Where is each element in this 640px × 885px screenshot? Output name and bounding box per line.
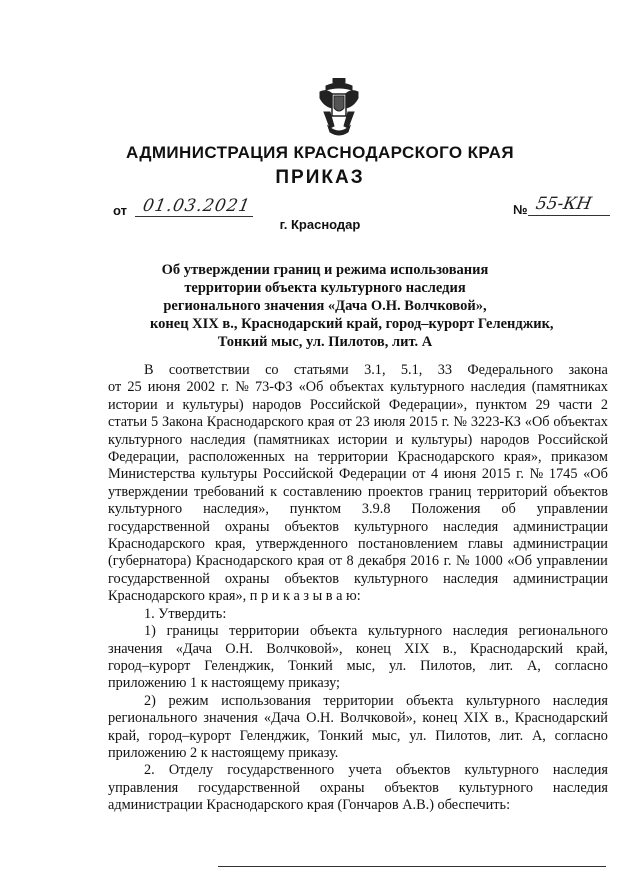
- coat-of-arms-emblem: [318, 78, 360, 136]
- body-line: [108, 397, 608, 414]
- word: края,: [215, 536, 246, 553]
- word: культурного: [458, 779, 533, 796]
- word: 1000: [474, 553, 503, 570]
- word: значения: [203, 710, 258, 727]
- document-type: ПРИКАЗ: [275, 167, 365, 188]
- word: 5: [151, 414, 159, 431]
- word: объекта: [309, 623, 358, 640]
- word: регионального: [108, 710, 198, 727]
- word: Краснодарский: [469, 640, 564, 657]
- word: об: [501, 501, 516, 518]
- word: управления: [108, 779, 179, 796]
- word: пунктом: [475, 396, 527, 413]
- word: Геленджик,: [204, 657, 275, 674]
- word: Пилотов,: [435, 727, 491, 744]
- word: 4: [430, 466, 439, 483]
- word: к: [270, 483, 278, 500]
- word: территории: [229, 623, 300, 640]
- word: края»,: [503, 449, 542, 466]
- word: Российской: [262, 466, 334, 483]
- word: значения: [108, 640, 163, 657]
- body-line: [108, 658, 608, 675]
- word: культурного: [367, 623, 443, 640]
- body-line: [108, 414, 608, 431]
- word: государственной: [198, 779, 300, 796]
- word: А,: [531, 727, 546, 744]
- word: №: [529, 466, 544, 483]
- date-field: [135, 196, 253, 217]
- word: город–курорт: [108, 657, 191, 674]
- document-title: [150, 261, 554, 351]
- word: управлении: [536, 553, 608, 570]
- body-line: приложению 2 к настоящему приказу.: [108, 744, 339, 761]
- body-line: [108, 553, 608, 570]
- word: территорий: [477, 483, 548, 500]
- word: г.: [516, 466, 524, 483]
- word: объектов: [384, 779, 439, 796]
- word: №: [455, 553, 470, 570]
- word: пунктом: [289, 501, 341, 518]
- body-line: [108, 449, 608, 466]
- body-line: [108, 432, 608, 449]
- word: Пилотов,: [420, 657, 476, 674]
- word: государственной: [108, 518, 210, 535]
- word: объектов: [553, 483, 608, 500]
- word: главы: [467, 536, 503, 553]
- word: государственной: [108, 570, 210, 587]
- number-label: №: [513, 202, 528, 217]
- word: 1745: [548, 466, 578, 483]
- body-line: Краснодарского края», п р и к а з ы в а ю:: [108, 588, 361, 605]
- word: 2002: [186, 379, 216, 396]
- word: народов: [252, 396, 302, 413]
- body-line: [108, 623, 608, 640]
- title-line: Тонкий мыс, ул. Пилотов, лит. А: [217, 334, 433, 350]
- body-line: [108, 571, 608, 588]
- title-line: регионального значения «Дача О.Н. Волчковой»,: [163, 298, 487, 314]
- word: край,: [576, 640, 608, 657]
- word: Тонкий: [318, 727, 364, 744]
- word: объектов: [284, 570, 340, 587]
- word: наследия: [552, 779, 608, 796]
- word: администрации: [513, 536, 608, 553]
- word: согласно: [554, 727, 608, 744]
- word: культурного: [390, 379, 465, 396]
- word: на: [294, 449, 309, 466]
- footer-rule: [218, 866, 606, 867]
- word: приказом: [550, 449, 608, 466]
- word: в.,: [494, 710, 509, 727]
- word: от: [338, 414, 352, 431]
- word: постановлением: [358, 536, 458, 553]
- word: лит.: [499, 727, 524, 744]
- word: 2015: [481, 466, 511, 483]
- word: администрации: [513, 570, 608, 587]
- document-body: [108, 362, 608, 815]
- body-line: [108, 484, 608, 501]
- word: ул.: [389, 657, 407, 674]
- word: Федерального: [467, 362, 554, 378]
- body-line: [108, 693, 608, 710]
- word: ул.: [409, 727, 427, 744]
- word: Закона: [162, 414, 203, 431]
- word: и: [166, 396, 174, 413]
- word: Российской: [537, 431, 608, 448]
- word: культурного: [353, 570, 429, 587]
- word: В: [144, 362, 154, 378]
- word: учета: [348, 762, 382, 779]
- date-handwritten: 01.03.2021: [141, 196, 253, 216]
- word: Российской: [309, 396, 381, 413]
- word: «Об: [507, 553, 533, 570]
- word: Федерации: [338, 466, 407, 483]
- word: народов: [480, 431, 530, 448]
- body-line: [108, 501, 608, 518]
- word: охраны: [224, 518, 270, 535]
- word: «Дача: [175, 640, 212, 657]
- word: границы: [166, 623, 219, 640]
- word: г.: [221, 379, 230, 396]
- word: объекта: [406, 692, 454, 709]
- word: истории: [108, 396, 158, 413]
- word: 3.1,: [364, 362, 386, 378]
- word: в.,: [442, 640, 457, 657]
- word: июня: [147, 379, 181, 396]
- word: наследия: [190, 431, 246, 448]
- word: Геленджик,: [239, 727, 310, 744]
- word: 2016: [410, 553, 440, 570]
- word: 2015: [409, 414, 438, 431]
- word: культурного: [464, 762, 539, 779]
- body-line: 1. Утвердить:: [144, 605, 227, 622]
- word: границ: [429, 483, 472, 500]
- word: культурного: [466, 692, 541, 709]
- word: 2: [600, 396, 608, 413]
- body-line: [108, 362, 608, 379]
- title-line: конец XIX в., Краснодарский край, город–курорт Геленджик,: [150, 316, 554, 332]
- word: 2.: [144, 762, 155, 779]
- body-line: [108, 379, 608, 396]
- word: и: [395, 431, 404, 448]
- word: от: [412, 466, 426, 483]
- word: культурного: [108, 501, 183, 518]
- word: (губернатора): [108, 553, 192, 570]
- word: Положения: [411, 501, 481, 518]
- word: край,: [108, 727, 140, 744]
- word: 1): [144, 623, 156, 640]
- word: утвержденного: [255, 536, 348, 553]
- body-line: администрации Краснодарского края (Гончаров А.В.) обеспечить:: [108, 797, 511, 814]
- word: 5.1,: [400, 362, 423, 378]
- word: культуры: [200, 466, 258, 483]
- word: утверждении: [108, 483, 189, 500]
- word: части: [558, 396, 593, 413]
- title-line: Об утверждении границ и режима использования: [161, 262, 489, 278]
- word: город–курорт: [148, 727, 231, 744]
- word: края: [297, 553, 325, 570]
- word: «Об: [298, 379, 324, 396]
- word: Краснодарского: [108, 536, 205, 553]
- word: (памятниках: [253, 431, 330, 448]
- word: Волчковой»,: [266, 640, 343, 657]
- body-line: приложению 1 к настоящему приказу;: [108, 675, 340, 692]
- word: «Об: [583, 466, 608, 483]
- date-label: от: [113, 203, 127, 218]
- word: Краснодарского: [397, 449, 495, 466]
- organization-name: АДМИНИСТРАЦИЯ КРАСНОДАРСКОГО КРАЯ: [126, 143, 514, 162]
- word: составлению: [282, 483, 362, 500]
- word: г.: [441, 414, 450, 431]
- word: регионального: [518, 623, 608, 640]
- word: декабря: [358, 553, 406, 570]
- word: (памятниках: [531, 379, 608, 396]
- word: 25: [127, 379, 142, 396]
- body-line: [108, 710, 608, 727]
- word: А,: [526, 657, 541, 674]
- word: июля: [373, 414, 406, 431]
- word: режим: [168, 692, 209, 709]
- word: 3.9.8: [361, 501, 391, 518]
- word: культуры): [182, 396, 244, 413]
- word: 73-ФЗ: [255, 379, 293, 396]
- word: Волчковой»,: [339, 710, 417, 727]
- word: лит.: [489, 657, 514, 674]
- word: объектах: [553, 414, 608, 431]
- word: объектах: [329, 379, 385, 396]
- word: конец: [355, 640, 391, 657]
- word: 33: [437, 362, 452, 378]
- word: №: [453, 414, 468, 431]
- word: истории: [337, 431, 388, 448]
- word: 29: [535, 396, 550, 413]
- word: О.Н.: [306, 710, 334, 727]
- word: закона: [568, 362, 608, 378]
- body-line: [108, 536, 608, 553]
- word: XIX: [404, 640, 430, 657]
- word: Отделу: [168, 762, 214, 779]
- word: от: [328, 553, 343, 570]
- word: наследия: [470, 379, 526, 396]
- word: мыс,: [346, 657, 376, 674]
- number-handwritten: 55-КН: [534, 194, 594, 214]
- word: статьи: [108, 414, 148, 431]
- word: территории: [323, 692, 394, 709]
- body-line: [108, 762, 608, 779]
- word: Министерства: [108, 466, 196, 483]
- number-field: [528, 194, 610, 216]
- word: управлении: [536, 501, 608, 518]
- word: Краснодарского: [195, 553, 293, 570]
- body-line: [108, 466, 608, 483]
- word: расположенных: [188, 449, 285, 466]
- word: объектов: [284, 518, 340, 535]
- body-line: [108, 780, 608, 797]
- word: Краснодарский: [514, 710, 608, 727]
- word: «Дача: [263, 710, 301, 727]
- word: наследия: [443, 518, 499, 535]
- word: №: [235, 379, 249, 396]
- word: культуры): [411, 431, 473, 448]
- word: проектов: [367, 483, 424, 500]
- word: 23: [355, 414, 370, 431]
- word: охраны: [319, 779, 365, 796]
- word: XIX: [463, 710, 489, 727]
- word: Федерации»,: [388, 396, 468, 413]
- word: соответствии: [168, 362, 250, 378]
- word: администрации: [513, 518, 608, 535]
- word: Тонкий: [288, 657, 333, 674]
- word: объектов: [395, 762, 451, 779]
- body-line: [108, 641, 608, 658]
- word: О.Н.: [225, 640, 253, 657]
- word: согласно: [554, 657, 608, 674]
- word: наследия: [552, 762, 608, 779]
- word: наследия»,: [203, 501, 269, 518]
- word: Федерации,: [108, 449, 180, 466]
- city: г. Краснодар: [279, 217, 361, 232]
- word: июня: [443, 466, 477, 483]
- word: со: [265, 362, 279, 378]
- word: наследия: [452, 623, 508, 640]
- word: наследия: [443, 570, 499, 587]
- word: края: [307, 414, 335, 431]
- word: культурного: [108, 431, 183, 448]
- word: от: [108, 379, 122, 396]
- word: «Об: [524, 414, 550, 431]
- word: использования: [221, 692, 311, 709]
- body-line: [108, 519, 608, 536]
- title-line: территории объекта культурного наследия: [184, 280, 466, 296]
- word: культурного: [353, 518, 429, 535]
- word: территории: [317, 449, 389, 466]
- word: 3223-КЗ: [470, 414, 521, 431]
- word: г.: [443, 553, 452, 570]
- word: статьями: [293, 362, 349, 378]
- word: охраны: [224, 570, 270, 587]
- word: наследия: [552, 692, 608, 709]
- word: 2): [144, 692, 156, 709]
- word: 8: [346, 553, 354, 570]
- word: требований: [193, 483, 265, 500]
- word: Краснодарского: [206, 414, 304, 431]
- word: государственного: [227, 762, 335, 779]
- word: конец: [422, 710, 458, 727]
- body-line: [108, 728, 608, 745]
- word: мыс,: [371, 727, 401, 744]
